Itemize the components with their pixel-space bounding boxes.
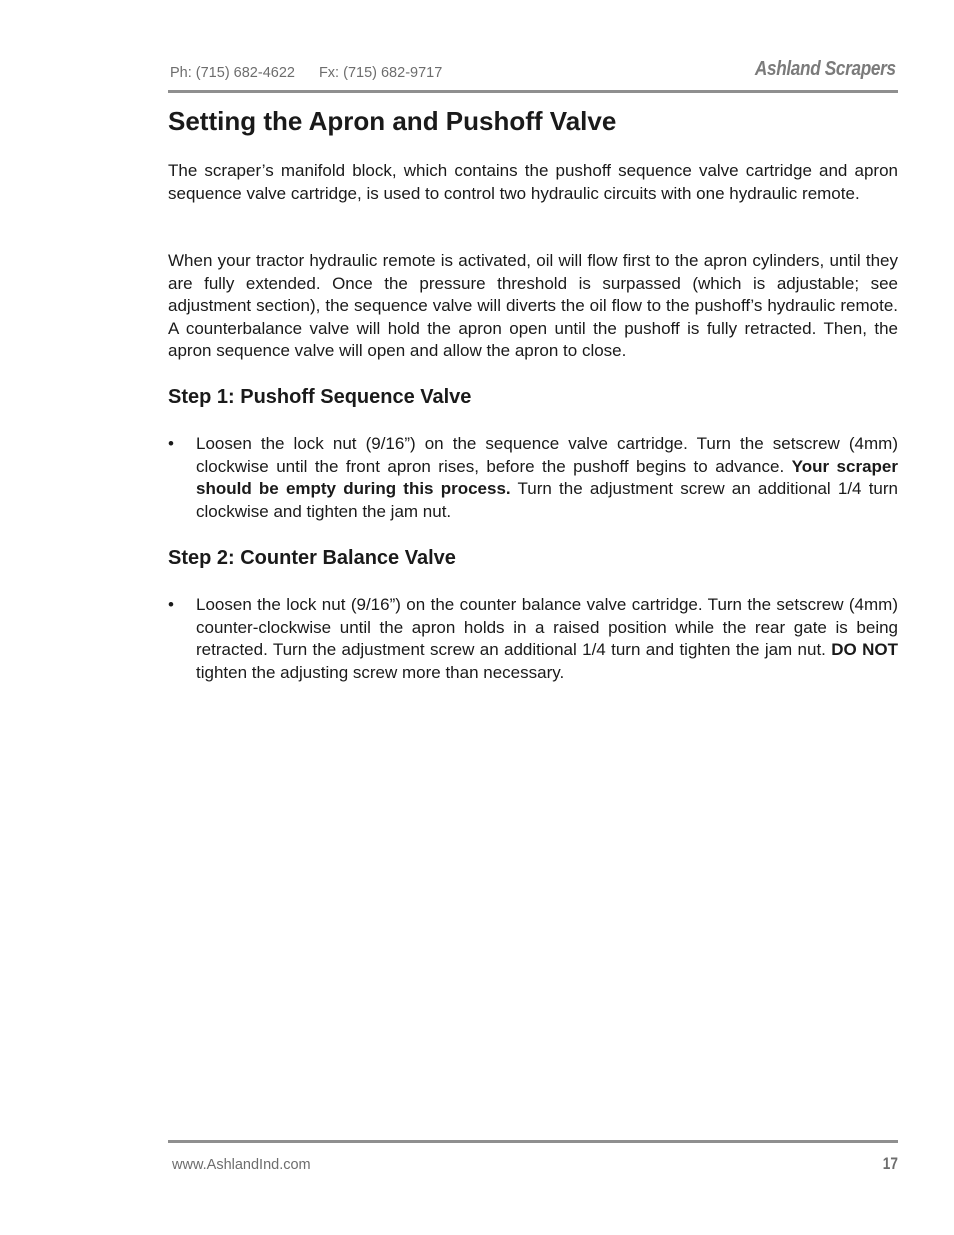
document-page: [168, 0, 898, 1235]
phone-number: Ph: (715) 682-4622: [170, 65, 295, 81]
step-1-instructions: [196, 433, 898, 523]
intro-paragraph: The scraper’s manifold block, which contains the pushoff sequence valve cartridge and apron sequence valve cartridge, is used to control two hydraulic circuits with one hydraulic remote.: [168, 161, 898, 203]
brand-logo-text: Ashland Scrapers: [755, 58, 896, 80]
step-2-text-after: tighten the adjusting screw more than necessary.: [196, 662, 565, 682]
page-footer: [168, 1154, 898, 1178]
website-url: www.AshlandInd.com: [172, 1157, 311, 1173]
fax-number: Fx: (715) 682-9717: [318, 65, 443, 81]
bullet-marker: •: [168, 595, 174, 614]
page-title: Setting the Apron and Pushoff Valve: [168, 106, 617, 136]
step-1-text-after: Turn the adjustment screw an additional 1/4 turn clockwise and tighten the jam nut.: [196, 479, 898, 521]
step-1-warning-bold: Your scraper should be empty during this process.: [196, 456, 898, 498]
step-2-heading: Step 2: Counter Balance Valve: [168, 547, 456, 569]
step-1-heading: Step 1: Pushoff Sequence Valve: [168, 386, 472, 408]
page-header: [168, 58, 898, 88]
step-2-text-before: Loosen the lock nut (9/16”) on the counter balance valve cartridge. Turn the setscrew (4mm) counter-clockwise until the apron holds in a raised position while the rear gate is being retracted. Turn the adjustment screw an additional 1/4 turn and tighten the jam nut.: [196, 595, 898, 659]
header-divider: [168, 90, 898, 93]
footer-divider: [168, 1140, 898, 1143]
flow-description-paragraph: When your tractor hydraulic remote is activated, oil will flow first to the apron cylinders, until they are fully extended. Once the pressure threshold is surpassed (which is adjustable; see adjustment section), the sequence valve will diverts the oil flow to the pushoff’s hydraulic remote. A counterbalance valve will hold the apron open until the pushoff is fully retracted. Then, the apron sequence valve will open and allow the apron to close.: [168, 251, 898, 360]
bullet-marker: •: [168, 434, 174, 453]
step-2-instructions: [196, 594, 898, 684]
step-2-warning-bold: DO NOT: [831, 640, 898, 659]
step-1-text-before: Loosen the lock nut (9/16”) on the sequence valve cartridge. Turn the setscrew (4mm) clockwise until the front apron rises, before the pushoff begins to advance.: [196, 434, 898, 476]
page-number: 17: [882, 1154, 898, 1173]
contact-info: [170, 65, 442, 81]
